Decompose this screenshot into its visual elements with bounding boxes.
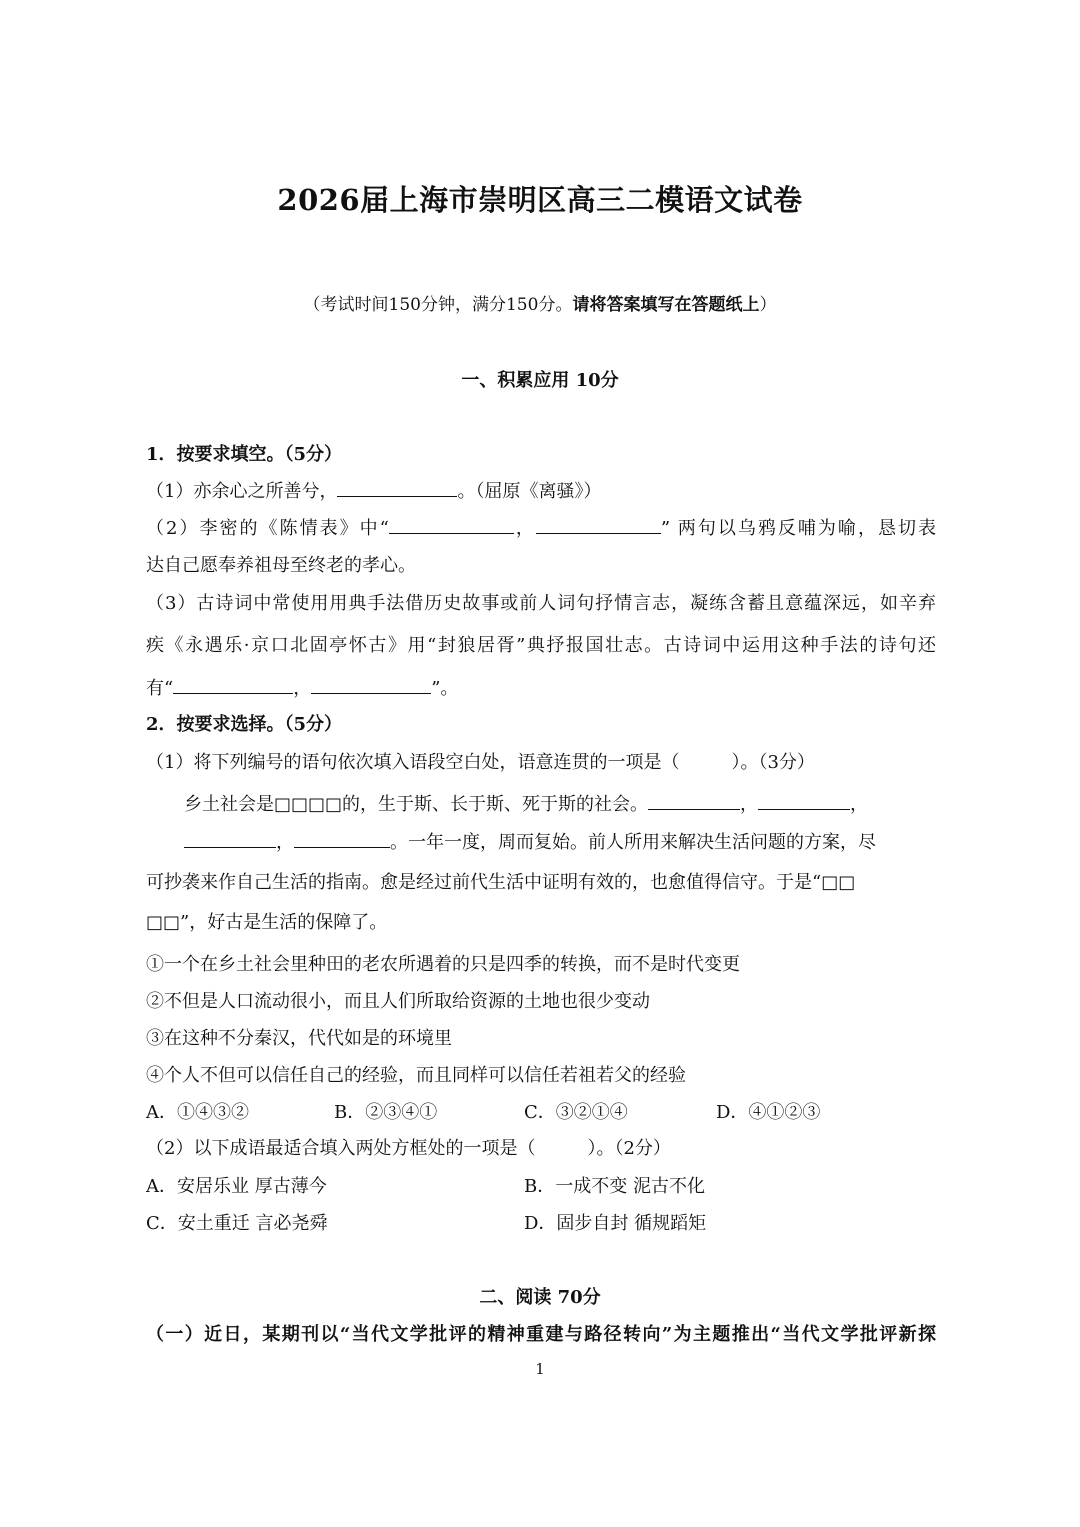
q2-sub1-prompt: （1）将下列编号的语句依次填入语段空白处，语意连贯的一项是（ ）。（3分） <box>146 752 815 773</box>
passage-line-4: □□”，好古是生活的保障了。 <box>146 912 388 933</box>
instructions-end: ） <box>759 295 777 315</box>
option-a[interactable]: A．①④③② <box>146 1102 249 1123</box>
answer-blank[interactable] <box>173 674 293 694</box>
sentence-1: ①一个在乡土社会里种田的老农所遇着的只是四季的转换，而不是时代变更 <box>146 954 740 975</box>
exam-title: 2026届上海市崇明区高三二模语文试卷 <box>277 183 803 217</box>
q2-sub2-prompt: （2）以下成语最适合填入两处方框处的一项是（ ）。（2分） <box>146 1138 671 1159</box>
option-b[interactable]: B．一成不变 泥古不化 <box>524 1176 705 1197</box>
section-1-heading: 一、积累应用 10分 <box>461 370 619 391</box>
answer-blank[interactable] <box>294 828 390 848</box>
q1-part3-line1: （3）古诗词中常使用用典手法借历史故事或前人词句抒情言志，凝练含蓄且意蕴深远，如辛弃 <box>146 593 936 614</box>
answer-blank[interactable] <box>758 790 850 810</box>
page-number: 1 <box>535 1360 545 1378</box>
q1-part1: （1）亦余心之所善兮， 。（屈原《离骚》） <box>146 477 601 503</box>
option-c[interactable]: C．③②①④ <box>524 1102 628 1123</box>
q1-part2: （2）李密的《陈情表》中“ ， ” 两句以乌鸦反哺为喻，恳切表 <box>146 514 936 540</box>
answer-blank[interactable] <box>648 790 740 810</box>
q1-part3-line3: 有“ ， ”。 <box>146 674 458 700</box>
option-d[interactable]: D．固步自封 循规蹈矩 <box>524 1213 707 1234</box>
option-d[interactable]: D．④①②③ <box>716 1102 821 1123</box>
passage-line-1: 乡土社会是□□□□的，生于斯、长于斯、死于斯的社会。 ， ， <box>184 790 868 816</box>
sentence-2: ②不但是人口流动很小，而且人们所取给资源的土地也很少变动 <box>146 991 650 1012</box>
sentence-4: ④个人不但可以信任自己的经验，而且同样可以信任若祖若父的经验 <box>146 1065 686 1086</box>
exam-instructions <box>0 290 1080 315</box>
instructions-text: （考试时间150分钟，满分150分。 <box>303 295 573 315</box>
question-2-label: 2．按要求选择。（5分） <box>146 714 343 735</box>
passage-line-2: ， 。一年一度，周而复始。前人所用来解决生活问题的方案，尽 <box>184 828 876 854</box>
answer-blank[interactable] <box>184 828 276 848</box>
answer-blank[interactable] <box>337 477 457 497</box>
reading-intro: （一）近日，某期刊以“当代文学批评的精神重建与路径转向”为主题推出“当代文学批评新探 <box>146 1324 936 1345</box>
instructions-bold: 请将答案填写在答题纸上 <box>572 295 760 315</box>
q1-part3-line2: 疾《永遇乐·京口北固亭怀古》用“封狼居胥”典抒报国壮志。古诗词中运用这种手法的诗句还 <box>146 635 936 656</box>
q1-part2-cont: 达自己愿奉养祖母至终老的孝心。 <box>146 555 416 576</box>
section-2-heading: 二、阅读 70分 <box>479 1287 601 1308</box>
question-1-label: 1．按要求填空。（5分） <box>146 444 343 465</box>
answer-blank[interactable] <box>536 514 661 534</box>
option-b[interactable]: B．②③④① <box>334 1102 438 1123</box>
answer-blank[interactable] <box>311 674 431 694</box>
answer-blank[interactable] <box>389 514 514 534</box>
passage-line-3: 可抄袭来作自己生活的指南。愈是经过前代生活中证明有效的，也愈值得信守。于是“□□ <box>146 872 856 893</box>
sentence-3: ③在这种不分秦汉，代代如是的环境里 <box>146 1028 452 1049</box>
option-a[interactable]: A．安居乐业 厚古薄今 <box>146 1176 327 1197</box>
option-c[interactable]: C．安土重迁 言必尧舜 <box>146 1213 328 1234</box>
